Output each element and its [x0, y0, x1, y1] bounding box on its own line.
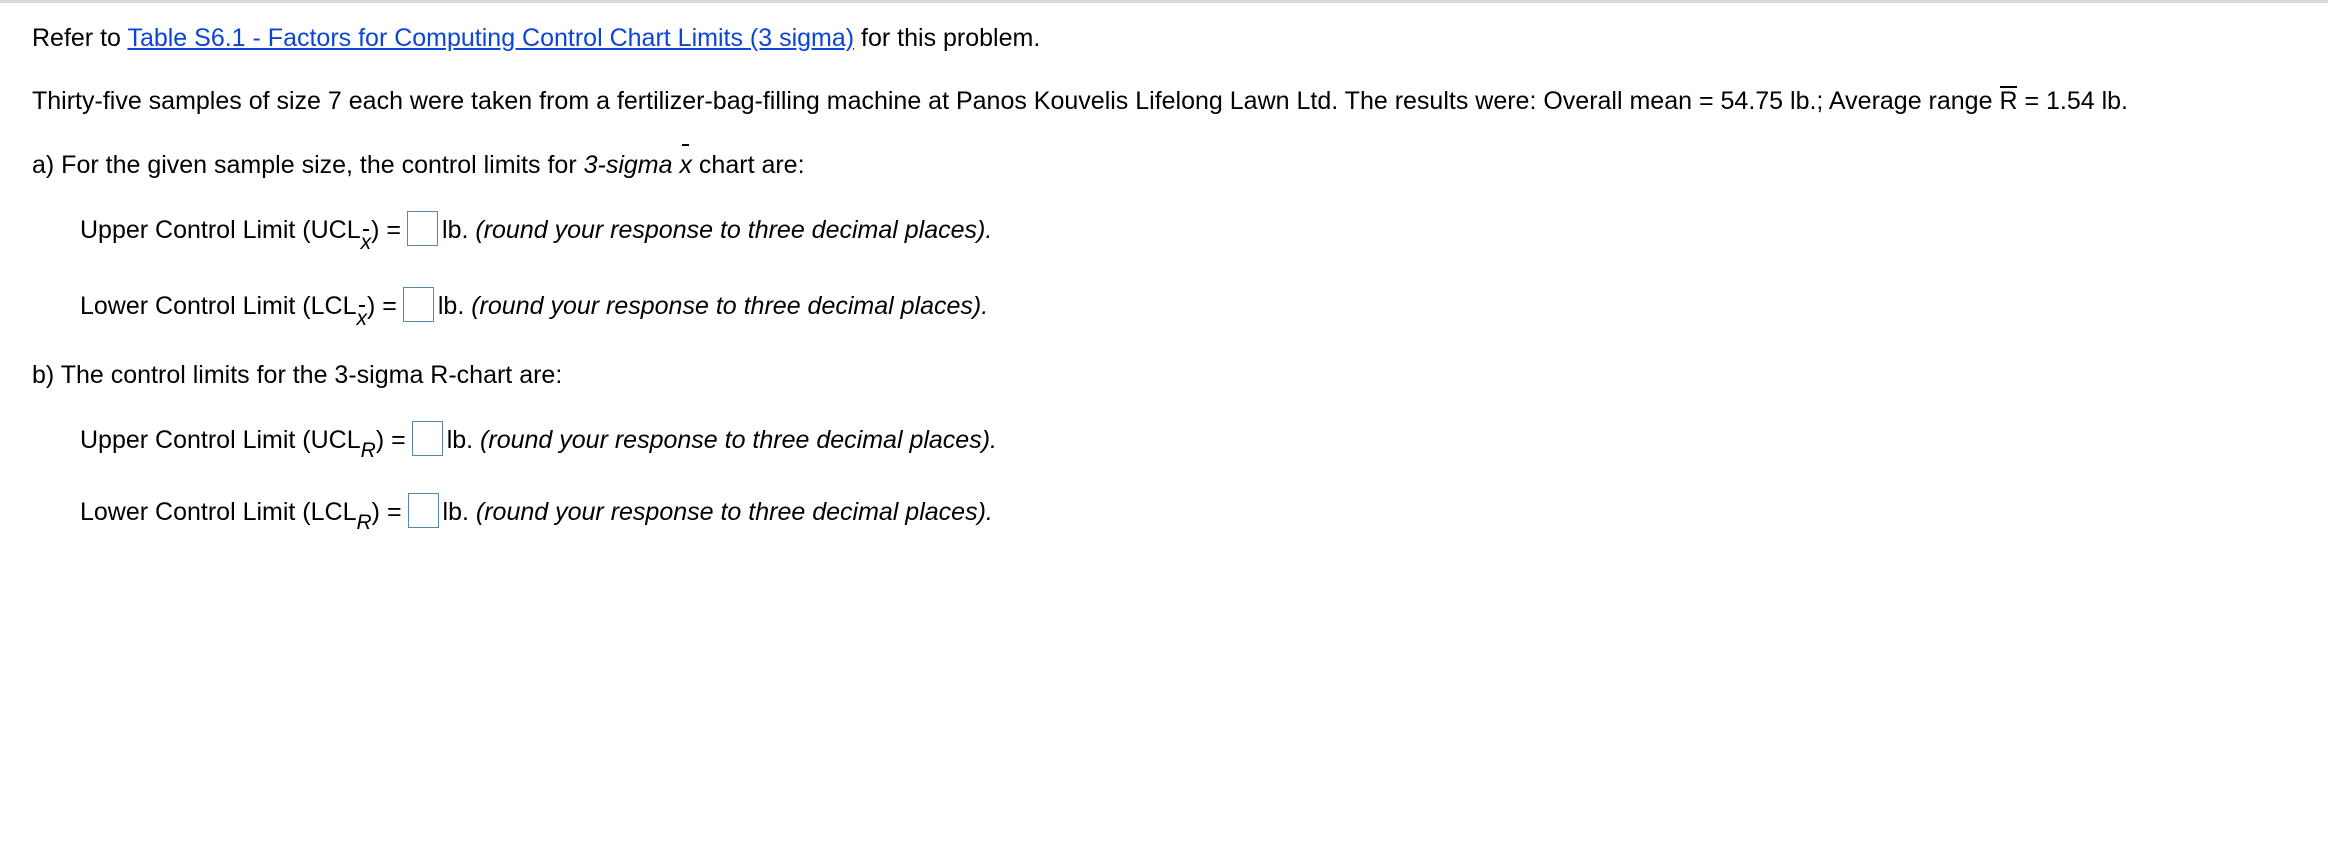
lcl-xbar-instruction: (round your response to three decimal places).: [471, 292, 989, 321]
lcl-xbar-row: [80, 290, 989, 331]
ucl-xbar-subscript: x: [361, 228, 372, 258]
lcl-r-instruction: (round your response to three decimal places).: [475, 498, 993, 527]
lcl-r-subscript: R: [356, 511, 372, 535]
problem-statement: [32, 86, 2128, 116]
lcl-r-row: [80, 496, 993, 535]
lcl-r-label: Lower Control Limit (LCL: [80, 498, 357, 527]
part-b-heading-text: b) The control limits for the 3-sigma R-chart are:: [32, 361, 563, 389]
ucl-xbar-instruction: (round your response to three decimal places).: [475, 216, 993, 245]
ucl-xbar-unit: lb.: [442, 216, 469, 245]
lcl-r-unit: lb.: [442, 498, 469, 527]
ucl-r-label: Upper Control Limit (UCL: [80, 426, 361, 455]
lcl-xbar-input[interactable]: [403, 287, 434, 322]
lcl-xbar-label: Lower Control Limit (LCL: [80, 292, 357, 321]
r-bar-symbol: R: [1999, 87, 2018, 115]
intro-suffix: for this problem.: [854, 24, 1041, 52]
ucl-xbar-row: [80, 214, 993, 255]
ucl-xbar-label-end: ) =: [371, 216, 402, 245]
ucl-r-row: [80, 424, 997, 463]
part-a-heading-sigma: 3-sigma: [583, 151, 673, 179]
intro-prefix: Refer to: [32, 24, 128, 52]
ucl-r-input[interactable]: [412, 421, 443, 456]
part-b-heading: [32, 360, 562, 390]
ucl-r-unit: lb.: [446, 426, 474, 455]
problem-text-end: = 1.54 lb.: [2017, 87, 2128, 115]
table-link[interactable]: Table S6.1 - Factors for Computing Control Chart Limits (3 sigma): [127, 24, 855, 52]
part-a-heading-prefix: a) For the given sample size, the control limits for: [32, 151, 584, 179]
lcl-xbar-label-end: ) =: [367, 292, 397, 321]
problem-text: Thirty-five samples of size 7 each were taken from a fertilizer-bag-filling machine at Panos Kouvelis Lifelong Lawn Ltd. The results were: Overall mean = 54.75 lb.; Average range: [32, 87, 2000, 115]
ucl-r-subscript: R: [360, 439, 376, 463]
lcl-xbar-subscript: x: [357, 304, 368, 334]
intro-line: [32, 23, 1040, 53]
ucl-r-label-end: ) =: [375, 426, 406, 455]
ucl-xbar-input[interactable]: [407, 211, 438, 246]
x-bar-symbol: x: [679, 151, 692, 179]
part-a-heading: [32, 150, 805, 180]
ucl-xbar-label: Upper Control Limit (UCL: [80, 216, 361, 245]
ucl-r-instruction: (round your response to three decimal places).: [480, 426, 997, 455]
lcl-r-label-end: ) =: [371, 498, 402, 527]
lcl-xbar-unit: lb.: [437, 292, 465, 321]
top-divider: [0, 0, 2328, 3]
part-a-heading-suffix: chart are:: [691, 151, 805, 179]
lcl-r-input[interactable]: [408, 493, 439, 528]
